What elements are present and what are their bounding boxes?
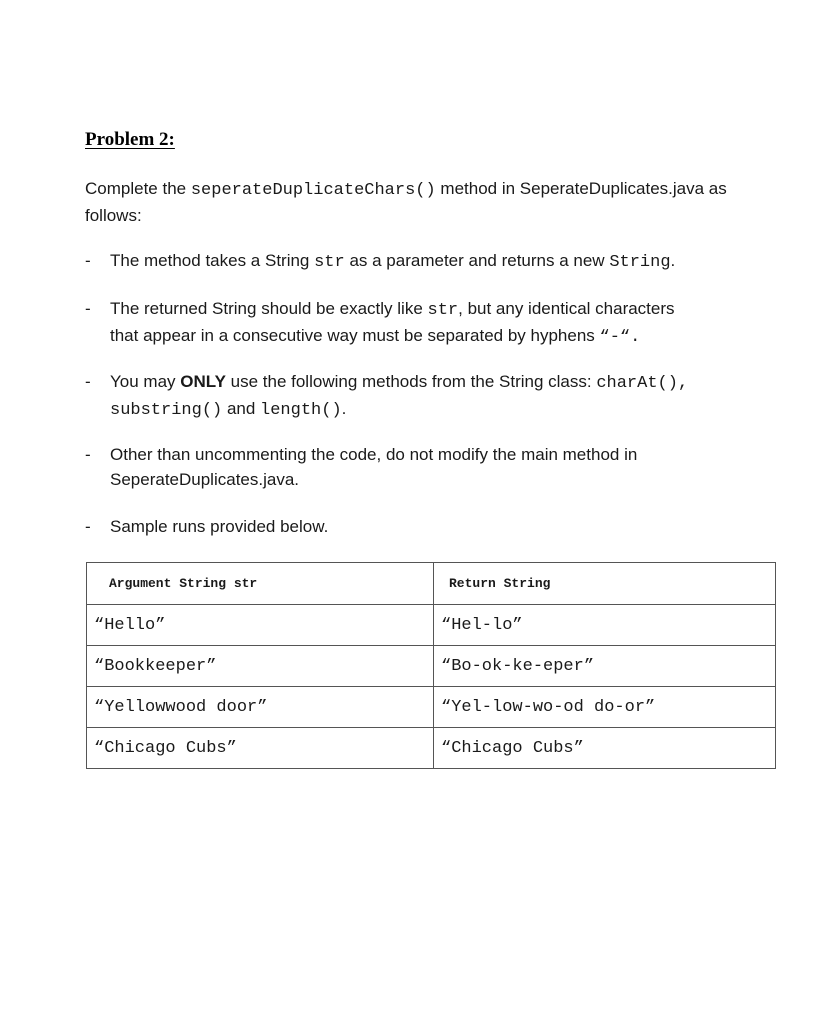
code-substring: substring() [110,401,223,420]
bullet-text-part: Other than uncommenting the code, do not modify the main method in [110,445,638,464]
sample-runs-table [86,562,776,769]
bullet-dash: - [85,445,91,464]
bullet-text-part: The returned String should be exactly like [110,299,428,318]
code-hyphen: “-“. [599,328,641,347]
bullet-text-part: and [222,399,261,418]
cell-argument: “Hello” [87,605,434,646]
bullet-text-part: SeperateDuplicates.java. [110,470,300,489]
bullet-text-part: , but any identical characters [458,299,675,318]
cell-return: “Yel-low-wo-od do-or” [434,687,776,728]
bullet-text-part: You may [110,372,181,391]
bullet-dash: - [85,299,91,318]
code-charat: charAt(), [596,374,689,393]
intro-middle: method in SeperateDuplicates.java as [435,179,727,198]
intro-prefix: Complete the [85,179,191,198]
cell-argument: “Bookkeeper” [87,646,434,687]
bullet-dash: - [85,517,91,536]
code-length: length() [260,401,342,420]
bullet-dash: - [85,251,91,270]
method-name-code: seperateDuplicateChars() [190,181,436,200]
bullet-text-part: as a parameter and returns a new [344,251,610,270]
intro-line2: follows: [85,206,142,225]
bullet-text [110,514,770,539]
code-string: String [609,253,671,272]
table-header-row [87,563,776,605]
cell-argument: “Yellowwood door” [87,687,434,728]
header-argument: Argument String str [87,563,434,605]
cell-argument: “Chicago Cubs” [87,728,434,769]
table-row [87,605,776,646]
cell-return: “Chicago Cubs” [434,728,776,769]
cell-return: “Hel-lo” [434,605,776,646]
table-row [87,687,776,728]
intro-paragraph [85,176,785,228]
bullet-text [110,248,770,275]
bullet-text-part: Sample runs provided below. [110,517,329,536]
cell-return: “Bo-ok-ke-eper” [434,646,776,687]
problem-heading: Problem 2: [85,129,175,150]
bullet-text [110,296,770,350]
bullet-text-part: . [341,399,347,418]
bullet-text [110,442,770,492]
code-str: str [427,301,459,320]
bullet-text-part: The method takes a String [110,251,315,270]
bullet-text-part: use the following methods from the String class: [225,372,597,391]
bullet-text-part: that appear in a consecutive way must be separated by hyphens [110,326,600,345]
bullet-text [110,369,770,423]
table-row [87,728,776,769]
bullet-text-part: . [670,251,676,270]
emphasis-only: ONLY [180,372,226,391]
code-str: str [314,253,345,272]
bullet-dash: - [85,372,91,391]
table-row [87,646,776,687]
header-return: Return String [434,563,776,605]
